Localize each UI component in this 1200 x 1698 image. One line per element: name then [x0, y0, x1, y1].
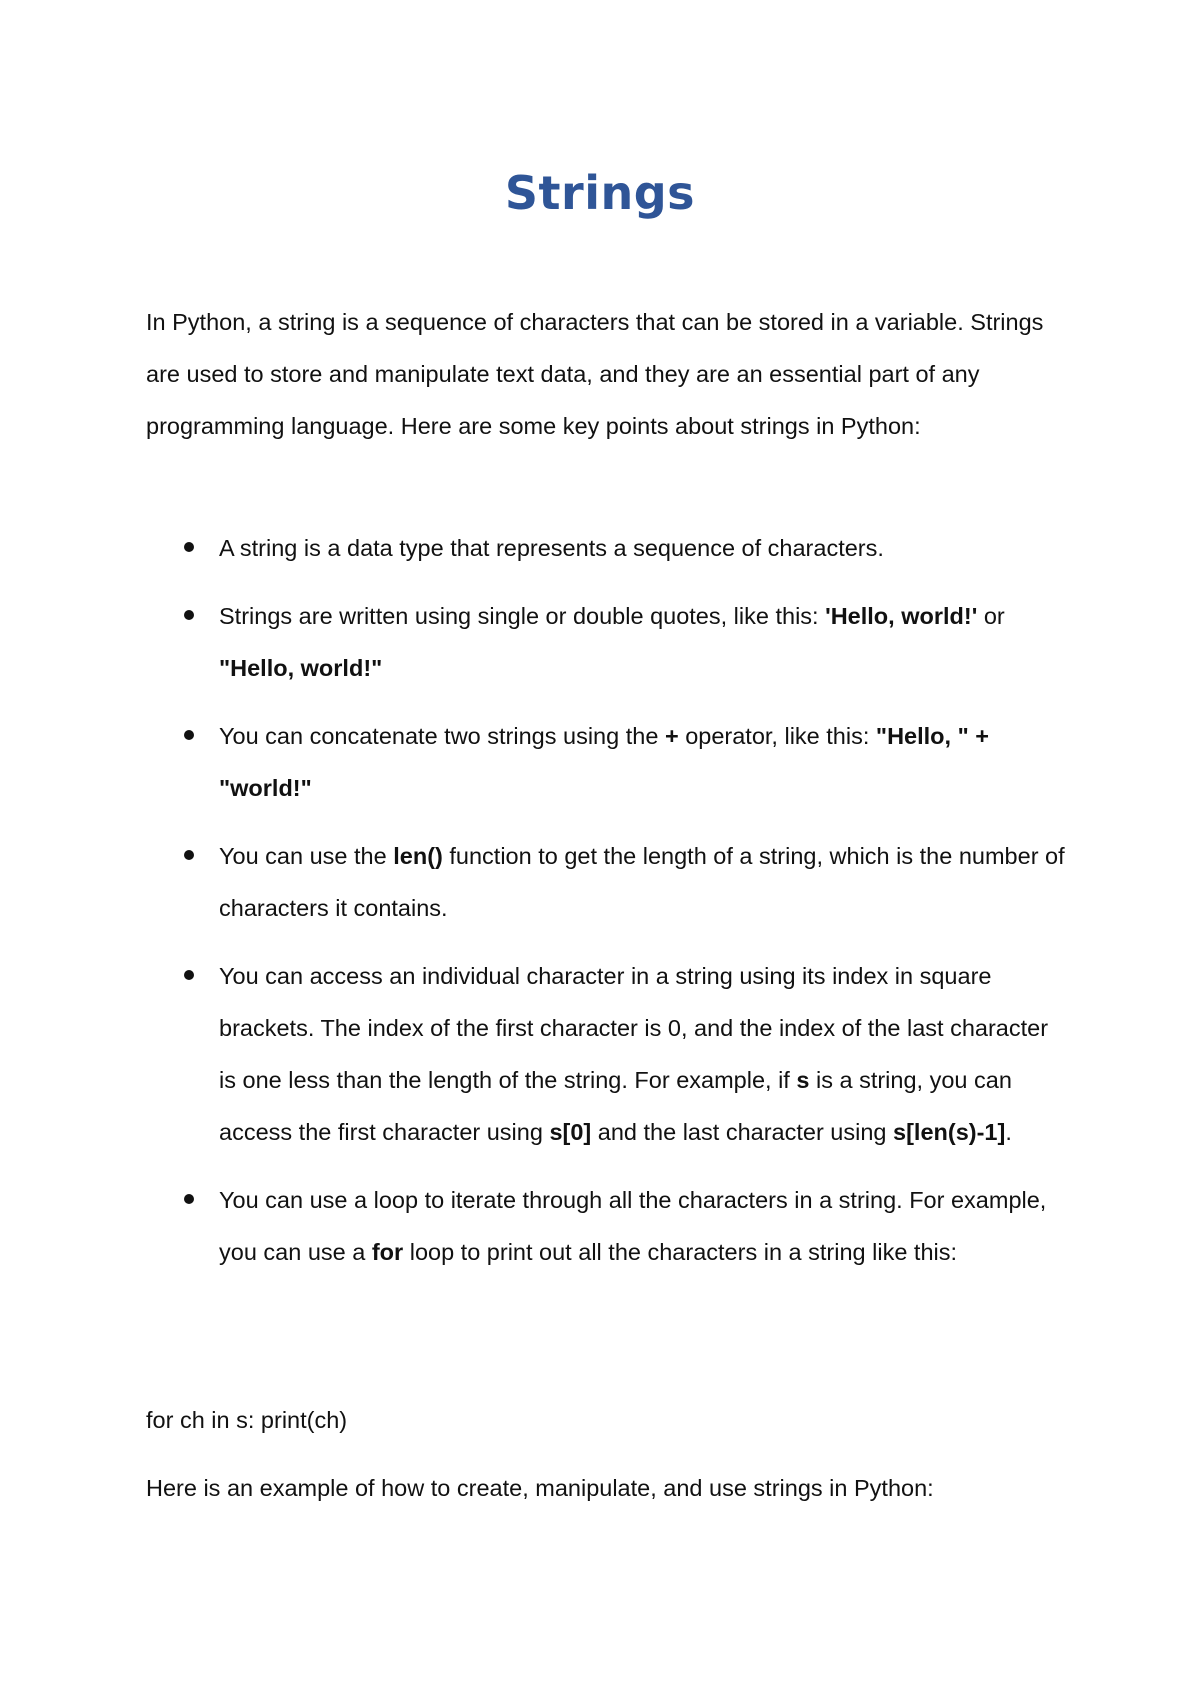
list-item	[146, 950, 1066, 1158]
bold-text: s[len(s)-1]	[893, 1119, 1006, 1145]
list-item	[146, 590, 1066, 694]
bold-text: +	[664, 723, 679, 749]
list-item	[146, 522, 1066, 574]
list-item-text: or	[977, 603, 1005, 629]
bullet-icon	[184, 1194, 194, 1204]
bullet-icon	[184, 730, 194, 740]
list-item-text: .	[1005, 1119, 1012, 1145]
list-item	[146, 830, 1066, 934]
list-item-text: Strings are written using single or double quotes, like this:	[219, 603, 826, 629]
list-item	[146, 710, 1066, 814]
bullet-icon	[184, 610, 194, 620]
bold-text: s[0]	[549, 1119, 592, 1145]
bullet-icon	[184, 850, 194, 860]
list-item-text: You can use the	[219, 843, 394, 869]
list-item-text: You can use a loop to iterate through all the characters in a string. For example, you can use a	[219, 1187, 1047, 1265]
bullet-icon	[184, 542, 194, 552]
list-item-text: You can concatenate two strings using the	[219, 723, 665, 749]
list-item-text: A string is a data type that represents a sequence of characters.	[219, 535, 884, 561]
bold-text: len()	[393, 843, 443, 869]
bold-text: for	[371, 1239, 404, 1265]
list-item-text: You can access an individual character in a string using its index in square brackets. The index of the first character is 0, and the index of the last character is one less than the length of the string. For example, if	[219, 963, 1049, 1093]
page-title: Strings	[504, 166, 696, 220]
list-item-text: loop to print out all the characters in a string like this:	[403, 1239, 958, 1265]
list-item	[146, 1174, 1066, 1278]
list-item-text: is a string, you can access the first character using	[219, 1067, 1012, 1145]
bold-text: s	[796, 1067, 810, 1093]
bold-text: "Hello, world!"	[219, 655, 383, 681]
list-item-text: operator, like this:	[678, 723, 876, 749]
bold-text: "Hello, " + "world!"	[219, 723, 989, 801]
key-points-list	[146, 522, 1066, 1294]
list-item-text: function to get the length of a string, which is the number of characters it contains.	[219, 843, 1065, 921]
list-item-text: and the last character using	[591, 1119, 894, 1145]
bold-text: 'Hello, world!'	[825, 603, 978, 629]
code-example-line: for ch in s: print(ch)	[146, 1407, 348, 1433]
closing-paragraph: Here is an example of how to create, manipulate, and use strings in Python:	[146, 1475, 934, 1501]
bullet-icon	[184, 970, 194, 980]
intro-paragraph: In Python, a string is a sequence of characters that can be stored in a variable. Strings are used to store and manipulate text data, and they are an essential part of any programming language. Here are some key points about strings in Python:	[146, 309, 1044, 439]
